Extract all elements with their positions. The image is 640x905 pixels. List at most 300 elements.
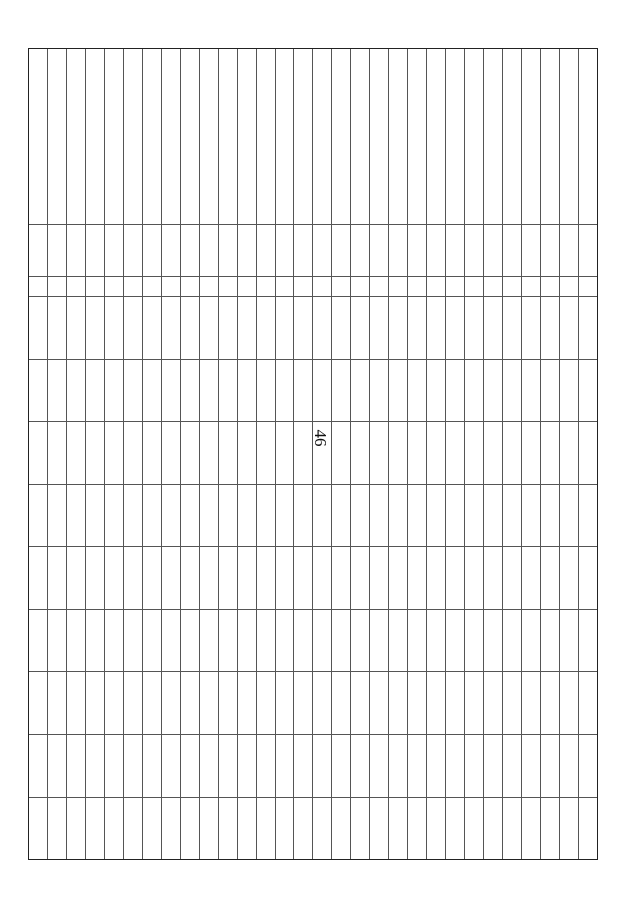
row-amount-cell: [408, 610, 426, 673]
row-amount-cell: [105, 672, 123, 735]
row-amount-cell: [143, 360, 161, 423]
row-amount-cell: [48, 610, 66, 673]
row-amount-cell: [48, 547, 66, 610]
row-amount-cell: [257, 485, 275, 548]
row-amount-cell: [143, 610, 161, 673]
row-name-cell: [276, 49, 294, 225]
row-amount-cell: [276, 297, 294, 360]
row-amount-cell: [313, 547, 331, 610]
row-amount-cell: [143, 672, 161, 735]
row-amount-cell: [503, 297, 521, 360]
row-name-cell: [503, 49, 521, 225]
row-code-cell: [484, 225, 502, 277]
row-amount-cell: [181, 798, 199, 860]
row-amount-cell: [503, 610, 521, 673]
row-code-cell: [86, 225, 104, 277]
row-amount-cell: [522, 485, 540, 548]
row-amount-cell: [332, 360, 350, 423]
table-row: [521, 49, 540, 859]
row-amount-cell: [313, 297, 331, 360]
row-amount-cell: [162, 297, 180, 360]
row-amount-cell: [446, 422, 464, 485]
row-amount-cell: [541, 297, 559, 360]
row-amount-cell: [408, 297, 426, 360]
row-amount-cell: [503, 735, 521, 798]
row-amount-cell: [48, 485, 66, 548]
row-amount-cell: [484, 360, 502, 423]
row-amount-cell: [351, 672, 369, 735]
row-amount-cell: [351, 422, 369, 485]
row-amount-cell: [541, 360, 559, 423]
table-row: [256, 49, 275, 859]
row-type-cell: [295, 277, 313, 297]
row-amount-cell: [560, 610, 578, 673]
row-amount-cell: [389, 798, 407, 860]
row-amount-cell: [313, 485, 331, 548]
row-amount-cell: [238, 798, 256, 860]
row-amount-cell: [29, 422, 47, 485]
table-row: [29, 49, 47, 859]
row-amount-cell: [465, 610, 483, 673]
row-code-cell: [276, 225, 294, 277]
row-amount-cell: [408, 547, 426, 610]
row-amount-cell: [389, 735, 407, 798]
row-name-cell: [181, 49, 199, 225]
table-row: [369, 49, 388, 859]
row-amount-cell: [522, 798, 540, 860]
row-amount-cell: [295, 297, 313, 360]
row-amount-cell: [408, 485, 426, 548]
row-amount-cell: [257, 610, 275, 673]
row-amount-cell: [67, 485, 85, 548]
row-amount-cell: [181, 422, 199, 485]
row-amount-cell: [313, 735, 331, 798]
row-amount-cell: [29, 485, 47, 548]
row-amount-cell: [219, 422, 237, 485]
row-amount-cell: [162, 610, 180, 673]
row-code-cell: [124, 225, 142, 277]
row-amount-cell: [295, 672, 313, 735]
row-amount-cell: [124, 297, 142, 360]
row-amount-cell: [276, 422, 294, 485]
row-amount-cell: [29, 610, 47, 673]
row-amount-cell: [181, 735, 199, 798]
row-amount-cell: [579, 547, 597, 610]
row-amount-cell: [408, 672, 426, 735]
row-amount-cell: [560, 485, 578, 548]
row-amount-cell: [484, 610, 502, 673]
row-code-cell: [105, 225, 123, 277]
row-amount-cell: [48, 422, 66, 485]
row-type-cell: [162, 277, 180, 297]
row-amount-cell: [219, 610, 237, 673]
row-type-cell: [143, 277, 161, 297]
row-type-cell: [313, 277, 331, 297]
row-amount-cell: [332, 798, 350, 860]
table-row: [350, 49, 369, 859]
row-amount-cell: [29, 360, 47, 423]
row-amount-cell: [465, 360, 483, 423]
row-amount-cell: [408, 422, 426, 485]
table-row: [218, 49, 237, 859]
row-amount-cell: [86, 798, 104, 860]
row-amount-cell: [181, 360, 199, 423]
row-amount-cell: [200, 297, 218, 360]
row-amount-cell: [446, 360, 464, 423]
row-amount-cell: [484, 735, 502, 798]
row-amount-cell: [370, 735, 388, 798]
row-amount-cell: [351, 485, 369, 548]
row-code-cell: [181, 225, 199, 277]
row-amount-cell: [484, 798, 502, 860]
row-code-cell: [351, 225, 369, 277]
row-type-cell: [484, 277, 502, 297]
row-amount-cell: [427, 422, 445, 485]
table-sheet: [28, 48, 598, 860]
table-row: [294, 49, 313, 859]
table-row: [237, 49, 256, 859]
row-amount-cell: [579, 297, 597, 360]
row-amount-cell: [332, 610, 350, 673]
row-amount-cell: [276, 485, 294, 548]
row-amount-cell: [86, 360, 104, 423]
row-amount-cell: [276, 735, 294, 798]
row-amount-cell: [29, 735, 47, 798]
page-number: 46: [311, 429, 330, 447]
row-amount-cell: [313, 422, 331, 485]
row-amount-cell: [200, 360, 218, 423]
row-name-cell: [143, 49, 161, 225]
row-amount-cell: [238, 360, 256, 423]
row-amount-cell: [276, 672, 294, 735]
row-amount-cell: [503, 485, 521, 548]
row-type-cell: [351, 277, 369, 297]
row-amount-cell: [29, 798, 47, 860]
row-amount-cell: [332, 297, 350, 360]
row-amount-cell: [427, 547, 445, 610]
row-amount-cell: [181, 610, 199, 673]
row-amount-cell: [67, 297, 85, 360]
row-name-cell: [370, 49, 388, 225]
row-amount-cell: [181, 297, 199, 360]
row-amount-cell: [484, 297, 502, 360]
row-amount-cell: [67, 798, 85, 860]
row-amount-cell: [143, 422, 161, 485]
row-type-cell: [276, 277, 294, 297]
row-amount-cell: [162, 485, 180, 548]
row-amount-cell: [560, 672, 578, 735]
table-row: [445, 49, 464, 859]
row-amount-cell: [313, 798, 331, 860]
table-row: [483, 49, 502, 859]
row-code-cell: [257, 225, 275, 277]
row-amount-cell: [541, 610, 559, 673]
row-amount-cell: [579, 672, 597, 735]
row-amount-cell: [219, 297, 237, 360]
row-amount-cell: [370, 547, 388, 610]
row-amount-cell: [219, 360, 237, 423]
row-amount-cell: [86, 672, 104, 735]
row-amount-cell: [143, 547, 161, 610]
table-row: [199, 49, 218, 859]
row-type-cell: [67, 277, 85, 297]
row-amount-cell: [105, 485, 123, 548]
row-amount-cell: [579, 798, 597, 860]
row-amount-cell: [219, 735, 237, 798]
row-amount-cell: [484, 672, 502, 735]
row-name-cell: [408, 49, 426, 225]
row-amount-cell: [427, 610, 445, 673]
row-amount-cell: [295, 798, 313, 860]
row-amount-cell: [200, 485, 218, 548]
row-amount-cell: [219, 547, 237, 610]
row-amount-cell: [257, 672, 275, 735]
row-amount-cell: [484, 485, 502, 548]
table-row: [426, 49, 445, 859]
row-name-cell: [67, 49, 85, 225]
row-amount-cell: [124, 610, 142, 673]
row-name-cell: [560, 49, 578, 225]
row-amount-cell: [465, 735, 483, 798]
row-amount-cell: [276, 610, 294, 673]
row-amount-cell: [389, 422, 407, 485]
row-code-cell: [522, 225, 540, 277]
row-amount-cell: [541, 798, 559, 860]
budget-table: [28, 48, 598, 860]
row-amount-cell: [503, 798, 521, 860]
row-amount-cell: [181, 485, 199, 548]
row-amount-cell: [332, 485, 350, 548]
row-type-cell: [560, 277, 578, 297]
row-amount-cell: [219, 672, 237, 735]
row-amount-cell: [48, 297, 66, 360]
row-code-cell: [541, 225, 559, 277]
row-code-cell: [370, 225, 388, 277]
row-amount-cell: [257, 798, 275, 860]
row-amount-cell: [579, 735, 597, 798]
row-code-cell: [465, 225, 483, 277]
row-amount-cell: [295, 610, 313, 673]
row-amount-cell: [522, 547, 540, 610]
row-amount-cell: [162, 672, 180, 735]
row-amount-cell: [105, 422, 123, 485]
row-amount-cell: [465, 672, 483, 735]
row-amount-cell: [522, 735, 540, 798]
row-amount-cell: [48, 798, 66, 860]
row-code-cell: [29, 225, 47, 277]
row-amount-cell: [370, 672, 388, 735]
table-row: [275, 49, 294, 859]
row-amount-cell: [465, 422, 483, 485]
row-name-cell: [238, 49, 256, 225]
row-code-cell: [162, 225, 180, 277]
row-amount-cell: [276, 547, 294, 610]
row-amount-cell: [238, 422, 256, 485]
row-name-cell: [295, 49, 313, 225]
row-type-cell: [541, 277, 559, 297]
row-code-cell: [579, 225, 597, 277]
row-amount-cell: [86, 547, 104, 610]
row-amount-cell: [105, 297, 123, 360]
row-amount-cell: [541, 735, 559, 798]
table-row: [502, 49, 521, 859]
table-row: [161, 49, 180, 859]
table-row: [312, 49, 331, 859]
row-amount-cell: [446, 297, 464, 360]
row-name-cell: [29, 49, 47, 225]
row-amount-cell: [503, 547, 521, 610]
row-name-cell: [427, 49, 445, 225]
row-amount-cell: [67, 547, 85, 610]
row-amount-cell: [276, 360, 294, 423]
table-row: [180, 49, 199, 859]
row-amount-cell: [200, 672, 218, 735]
row-amount-cell: [295, 422, 313, 485]
table-row: [540, 49, 559, 859]
row-amount-cell: [295, 485, 313, 548]
row-amount-cell: [522, 297, 540, 360]
row-amount-cell: [522, 610, 540, 673]
row-amount-cell: [465, 485, 483, 548]
row-type-cell: [200, 277, 218, 297]
row-amount-cell: [522, 360, 540, 423]
row-amount-cell: [446, 798, 464, 860]
row-amount-cell: [427, 485, 445, 548]
row-code-cell: [332, 225, 350, 277]
row-amount-cell: [162, 547, 180, 610]
row-amount-cell: [200, 547, 218, 610]
row-name-cell: [105, 49, 123, 225]
row-name-cell: [332, 49, 350, 225]
row-amount-cell: [484, 422, 502, 485]
table-row: [123, 49, 142, 859]
row-amount-cell: [579, 485, 597, 548]
row-amount-cell: [162, 360, 180, 423]
row-amount-cell: [238, 547, 256, 610]
row-amount-cell: [257, 297, 275, 360]
row-type-cell: [257, 277, 275, 297]
row-amount-cell: [370, 297, 388, 360]
row-type-cell: [503, 277, 521, 297]
row-amount-cell: [48, 735, 66, 798]
row-code-cell: [427, 225, 445, 277]
row-type-cell: [370, 277, 388, 297]
row-amount-cell: [67, 422, 85, 485]
table-row: [47, 49, 66, 859]
row-amount-cell: [105, 547, 123, 610]
row-amount-cell: [124, 360, 142, 423]
row-amount-cell: [484, 547, 502, 610]
row-amount-cell: [560, 735, 578, 798]
row-amount-cell: [67, 360, 85, 423]
row-name-cell: [389, 49, 407, 225]
row-amount-cell: [219, 798, 237, 860]
table-row: [407, 49, 426, 859]
row-amount-cell: [522, 422, 540, 485]
row-amount-cell: [408, 360, 426, 423]
row-amount-cell: [465, 297, 483, 360]
row-name-cell: [48, 49, 66, 225]
table-row: [388, 49, 407, 859]
row-amount-cell: [351, 297, 369, 360]
row-amount-cell: [427, 672, 445, 735]
row-amount-cell: [427, 735, 445, 798]
table-row: [66, 49, 85, 859]
row-amount-cell: [522, 672, 540, 735]
row-amount-cell: [124, 672, 142, 735]
row-amount-cell: [48, 360, 66, 423]
row-type-cell: [408, 277, 426, 297]
table-row: [331, 49, 350, 859]
row-name-cell: [351, 49, 369, 225]
table-row: [578, 49, 597, 859]
row-amount-cell: [503, 672, 521, 735]
row-amount-cell: [351, 735, 369, 798]
row-amount-cell: [541, 485, 559, 548]
row-amount-cell: [446, 672, 464, 735]
row-amount-cell: [313, 360, 331, 423]
row-type-cell: [238, 277, 256, 297]
row-name-cell: [522, 49, 540, 225]
row-amount-cell: [181, 547, 199, 610]
row-amount-cell: [465, 798, 483, 860]
row-amount-cell: [86, 485, 104, 548]
row-amount-cell: [143, 735, 161, 798]
row-amount-cell: [257, 547, 275, 610]
row-amount-cell: [143, 297, 161, 360]
row-amount-cell: [124, 422, 142, 485]
row-code-cell: [238, 225, 256, 277]
row-amount-cell: [238, 672, 256, 735]
row-name-cell: [465, 49, 483, 225]
row-type-cell: [332, 277, 350, 297]
row-amount-cell: [257, 735, 275, 798]
row-amount-cell: [86, 297, 104, 360]
table-row: [559, 49, 578, 859]
row-name-cell: [484, 49, 502, 225]
row-amount-cell: [541, 672, 559, 735]
row-amount-cell: [29, 672, 47, 735]
row-amount-cell: [332, 735, 350, 798]
row-code-cell: [219, 225, 237, 277]
row-amount-cell: [579, 360, 597, 423]
row-type-cell: [465, 277, 483, 297]
row-amount-cell: [560, 422, 578, 485]
row-amount-cell: [560, 297, 578, 360]
row-type-cell: [446, 277, 464, 297]
row-amount-cell: [427, 798, 445, 860]
row-amount-cell: [427, 297, 445, 360]
row-amount-cell: [276, 798, 294, 860]
row-amount-cell: [295, 360, 313, 423]
row-amount-cell: [389, 672, 407, 735]
row-amount-cell: [29, 547, 47, 610]
row-name-cell: [541, 49, 559, 225]
row-amount-cell: [295, 547, 313, 610]
row-amount-cell: [124, 547, 142, 610]
row-amount-cell: [200, 422, 218, 485]
row-amount-cell: [313, 610, 331, 673]
row-name-cell: [162, 49, 180, 225]
row-amount-cell: [238, 297, 256, 360]
row-amount-cell: [389, 297, 407, 360]
row-amount-cell: [162, 735, 180, 798]
row-name-cell: [257, 49, 275, 225]
row-code-cell: [560, 225, 578, 277]
row-type-cell: [124, 277, 142, 297]
row-amount-cell: [351, 547, 369, 610]
row-amount-cell: [48, 672, 66, 735]
